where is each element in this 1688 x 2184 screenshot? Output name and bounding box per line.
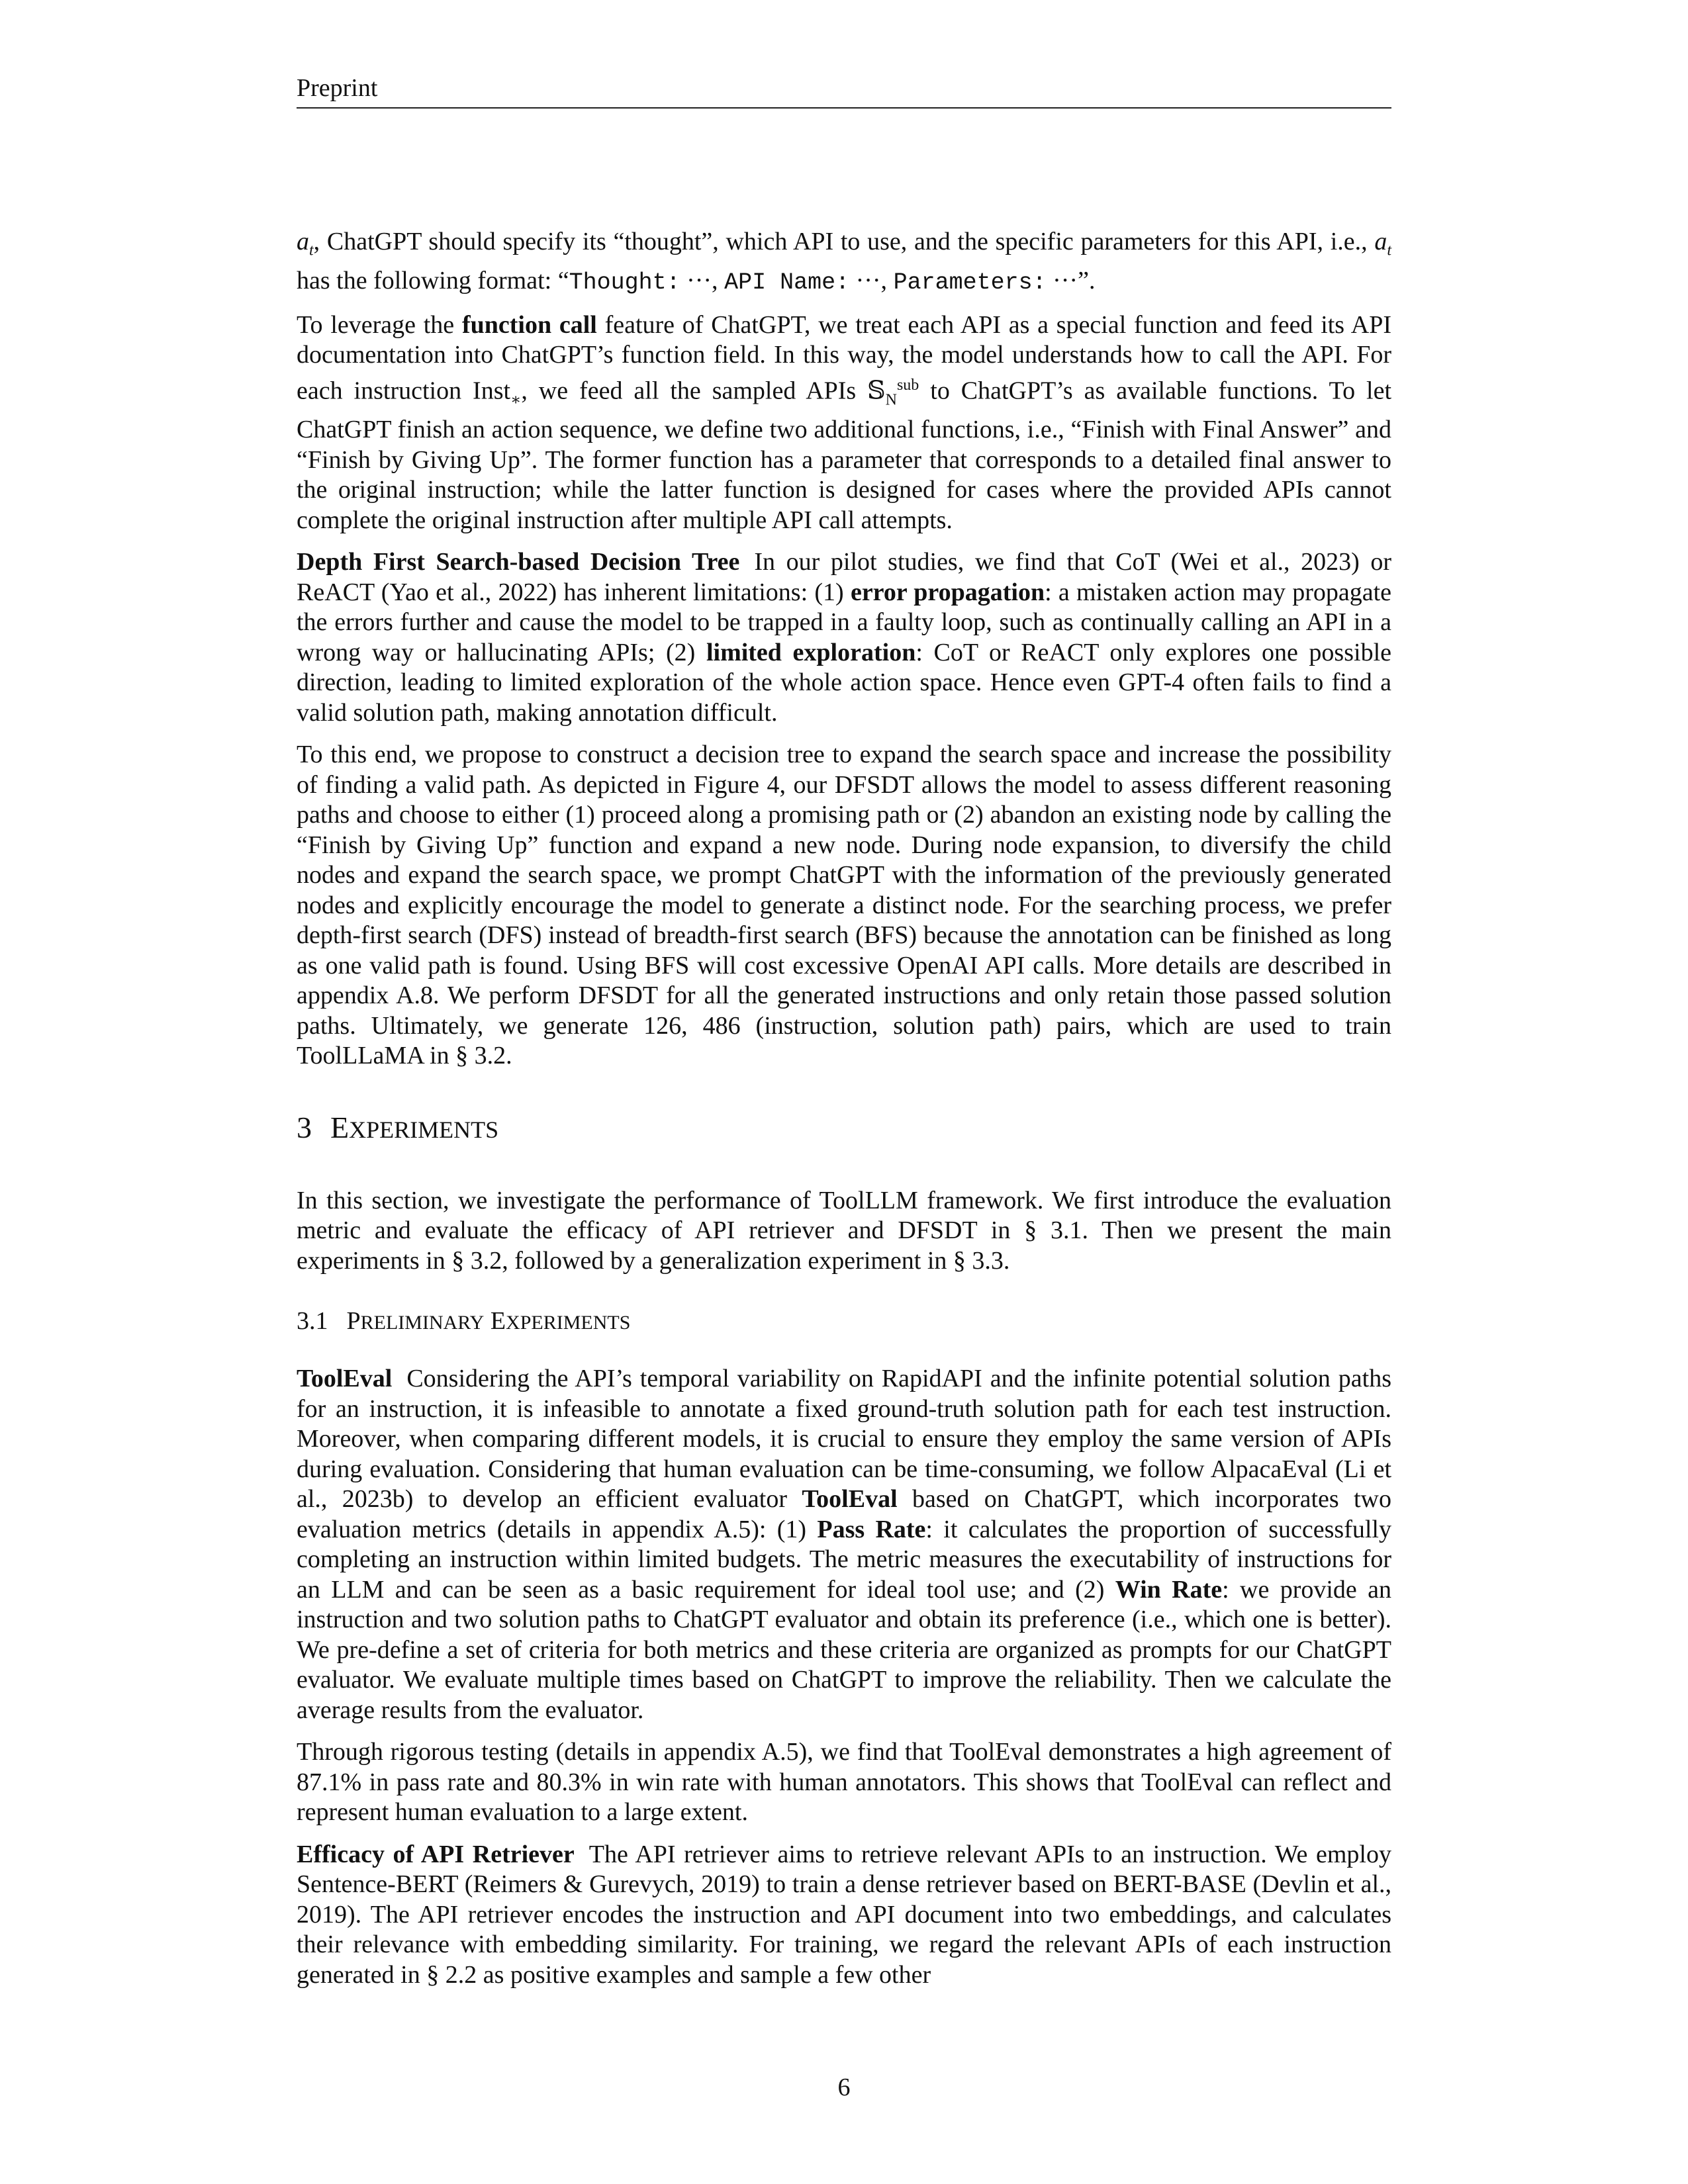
text-span: ···”.: [1046, 267, 1096, 295]
bold-term: function call: [461, 310, 597, 339]
math-subscript: ∗: [510, 390, 522, 408]
text-span: in pass rate and: [361, 1768, 537, 1796]
text-span: : it calculates the proportion of successfully completing an instruction within limited budgets. The metric measures the executability of instructions for an LLM and can be seen as a basic requirement for ideal tool use; and (2): [297, 1515, 1391, 1604]
text-span: , ChatGPT should specify its “thought”, which API to use, and the specific parameters for this API, i.e.,: [313, 228, 1375, 255]
text-span: in win rate with human annotators. This shows that ToolEval can reflect and represent human evaluation to a large extent.: [297, 1768, 1391, 1827]
text-span: has the following format: “: [297, 267, 569, 295]
math-var: a: [297, 228, 309, 255]
running-title: Preprint: [297, 74, 378, 102]
paragraph-api-retriever: [297, 1840, 1391, 1991]
math-superscript: sub: [896, 376, 919, 394]
paragraph-decision-tree: [297, 740, 1391, 1071]
run-in-heading: ToolEval: [297, 1365, 393, 1393]
paragraph-dfsdt: [297, 547, 1391, 728]
bold-term: ToolEval: [802, 1485, 898, 1514]
math-subscript: t: [1387, 242, 1391, 259]
text-span: Through rigorous testing (details in appendix A.5), we find that ToolEval demonstrates a high agreement of: [297, 1738, 1391, 1766]
code-span: Thought:: [569, 269, 680, 296]
subsection-title-initial: P: [346, 1307, 361, 1336]
paragraph-action-format: [297, 227, 1391, 298]
text-span: To leverage the: [297, 310, 462, 339]
bold-term: Pass Rate: [817, 1515, 926, 1543]
page-number: 6: [837, 2073, 851, 2101]
section-number: 3: [297, 1110, 312, 1144]
text-span: , we feed all the sampled APIs 𝕊: [521, 377, 886, 405]
text-span: (instruction, solution path) pairs, which are used to train ToolLLaMA in § 3.2.: [297, 1011, 1392, 1070]
run-in-heading: Efficacy of API Retriever: [297, 1840, 575, 1868]
text-span: The API retriever aims to retrieve relevant APIs to an instruction. We employ Sentence-BERT (Reimers & Gurevych, 2019) to train a dense retriever based on BERT-BASE (Devlin et al., 2019). The API retriever encodes the instruction and API document into two embeddings, and calculates their relevance with embedding similarity. For training, we regard the relevant APIs of each instruction generated in § 2.2 as positive examples and sample a few other: [297, 1840, 1391, 1989]
text-span: ···,: [680, 267, 725, 295]
text-span: based on ChatGPT, which incorporates two evaluation metrics (details in appendix A.5): (1): [297, 1485, 1392, 1543]
text-span: : we provide an instruction and two solution paths to ChatGPT evaluator and obtain its preference (i.e., which one is better). We pre-define a set of criteria for both metrics and these criteria are organized as prompts for our ChatGPT evaluator. We evaluate multiple times based on ChatGPT to improve the reliability. Then we calculate the average results from the evaluator.: [297, 1575, 1392, 1724]
subsection-title-rest: RELIMINARY: [360, 1312, 485, 1334]
section-heading: [297, 1110, 1391, 1148]
number-span: 126, 486: [643, 1011, 741, 1040]
subsection-title-rest: XPERIMENTS: [506, 1312, 631, 1334]
math-subscript: t: [309, 242, 314, 259]
section-title-rest: XPERIMENTS: [349, 1116, 499, 1143]
bold-term: Win Rate: [1115, 1575, 1223, 1604]
text-span: to ChatGPT’s as available functions. To let ChatGPT finish an action sequence, we define two additional functions, i.e., “Finish with Final Answer” and “Finish by Giving Up”. The former function has a parameter that corresponds to a detailed final answer to the original instruction; while the latter function is designed for cases where the provided APIs cannot complete the original instruction after multiple API call attempts.: [297, 377, 1392, 534]
paragraph-experiments-intro: [297, 1186, 1391, 1277]
subsection-heading: [297, 1306, 1391, 1338]
bold-term: limited exploration: [706, 638, 916, 666]
subsection-number: 3.1: [297, 1307, 328, 1336]
text-span: In our pilot studies, we find that CoT (Wei et al., 2023) or ReACT (Yao et al., 2022) has inherent limitations: (1): [297, 548, 1391, 606]
text-span: ···,: [849, 267, 894, 295]
text-span: : CoT or ReACT only explores one possible direction, leading to limited exploration of the whole action space. Hence even GPT-4 often fails to find a valid solution path, making annotation difficult.: [297, 638, 1391, 727]
text-span: In this section, we investigate the performance of ToolLLM framework. We first introduce the evaluation metric and evaluate the efficacy of API retriever and DFSDT in § 3.1. Then we present the main experiments in § 3.2, followed by a generalization experiment in § 3.3.: [297, 1186, 1391, 1275]
number-span: 80.3%: [536, 1768, 602, 1796]
page-body: [297, 227, 1391, 2002]
math-subscript: N: [885, 390, 897, 408]
text-span: To this end, we propose to construct a decision tree to expand the search space and increase the possibility of finding a valid path. As depicted in Figure 4, our DFSDT allows the model to assess different reasoning paths and choose to either (1) proceed along a promising path or (2) abandon an existing node by calling the “Finish by Giving Up” function and expand a new node. During node expansion, to diversify the child nodes and expand the search space, we prompt ChatGPT with the information of the previously generated nodes and explicitly encourage the model to generate a distinct node. For the searching process, we prefer depth-first search (DFS) instead of breadth-first search (BFS) because the annotation can be finished as long as one valid path is found. Using BFS will cost excessive OpenAI API calls. More details are described in appendix A.8. We perform DFSDT for all the generated instructions and only retain those passed solution paths. Ultimately, we generate: [297, 741, 1391, 1040]
paragraph-function-call: [297, 310, 1391, 536]
code-span: Parameters:: [893, 269, 1047, 296]
paragraph-agreement: [297, 1737, 1391, 1828]
number-span: 87.1%: [297, 1768, 362, 1796]
paragraph-tooleval: [297, 1364, 1391, 1725]
section-title-initial: E: [330, 1110, 350, 1144]
run-in-heading: Depth First Search-based Decision Tree: [297, 548, 740, 576]
text-span: Considering the API’s temporal variability on RapidAPI and the infinite potential solution paths for an instruction, it is infeasible to annotate a fixed ground-truth solution path for each test instruction. Moreover, when comparing different models, it is crucial to ensure they employ the same version of APIs during evaluation. Considering that human evaluation can be time-consuming, we follow AlpacaEval (Li et al., 2023b) to develop an efficient evaluator: [297, 1365, 1391, 1514]
bold-term: error propagation: [850, 578, 1045, 606]
running-header: [297, 71, 1391, 109]
subsection-title-initial: E: [490, 1307, 506, 1336]
text-span: : a mistaken action may propagate the errors further and cause the model to be trapped in a faulty loop, such as continually calling an API in a wrong way or hallucinating APIs; (2): [297, 578, 1392, 666]
code-span: API Name:: [724, 269, 850, 296]
text-span: feature of ChatGPT, we treat each API as a special function and feed its API documentation into ChatGPT’s function field. In this way, the model understands how to call the API. For each instruction Inst: [297, 310, 1391, 405]
math-var: a: [1374, 228, 1387, 255]
